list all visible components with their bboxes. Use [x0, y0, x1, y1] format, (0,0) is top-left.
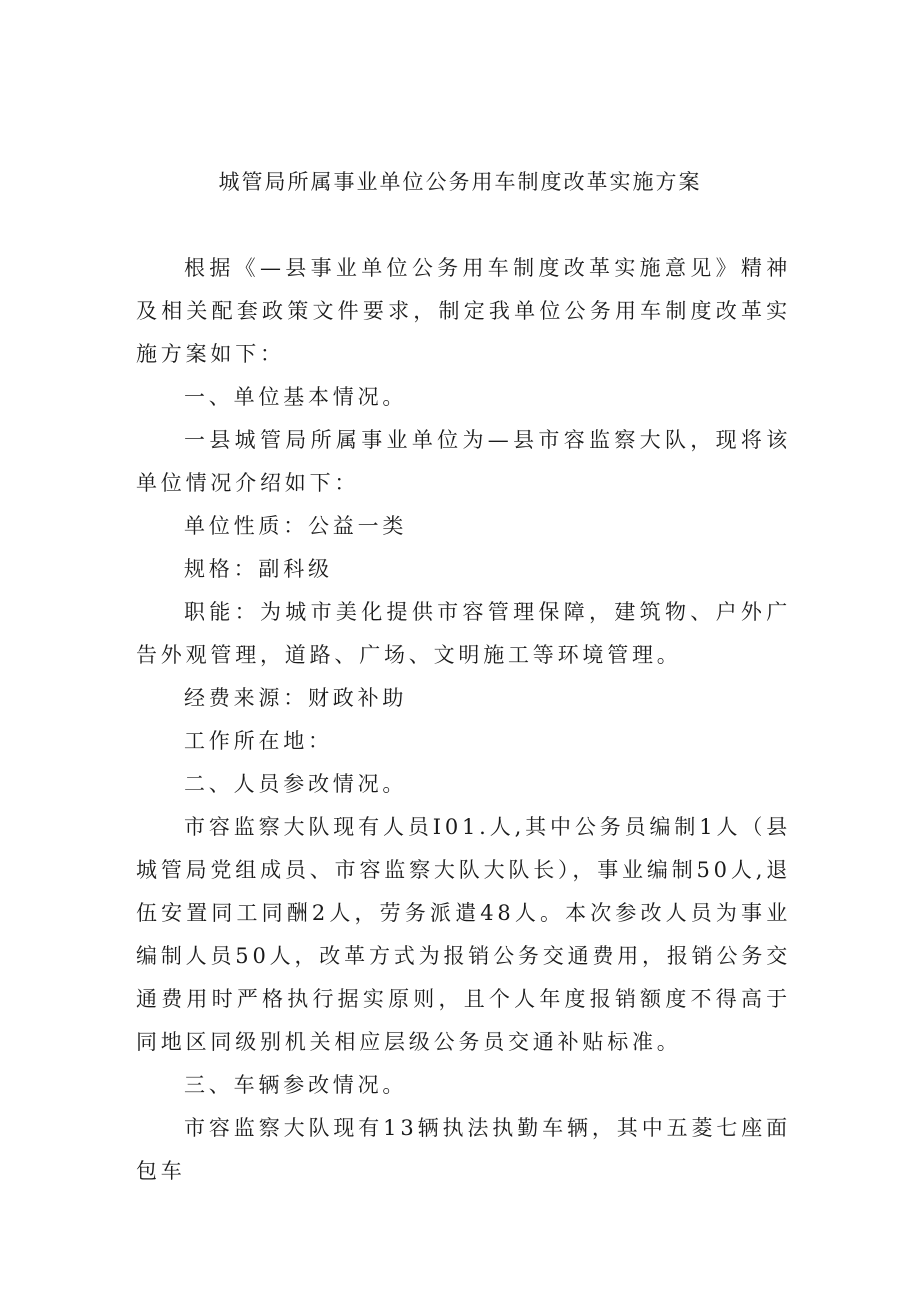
field-work-location: 工作所在地：: [184, 729, 333, 753]
document-body: [136, 247, 791, 1193]
field-unit-nature: 单位性质：公益一类: [184, 514, 408, 538]
paragraph-intro: 根据《—县事业单位公务用车制度改革实施意见》精神及相关配套政策文件要求，制定我单位公务用车制度改革实施方案如下：: [136, 256, 791, 366]
field-duties: 职能：为城市美化提供市容管理保障，建筑物、户外广告外观管理，道路、广场、文明施工等环境管理。: [136, 600, 791, 667]
section-heading-vehicles: 三、车辆参改情况。: [184, 1073, 408, 1097]
field-rank: 规格：副科级: [184, 557, 333, 581]
section-heading-unit-info: 一、单位基本情况。: [184, 385, 408, 409]
paragraph-vehicles: 市容监察大队现有13辆执法执勤车辆，其中五菱七座面包车: [136, 1116, 791, 1183]
document-title: 城管局所属事业单位公务用车制度改革实施方案: [218, 170, 702, 194]
paragraph-personnel: 市容监察大队现有人员I01.人,其中公务员编制1人（县城管局党组成员、市容监察大队大队长），事业编制50人,退伍安置同工同酬2人，劳务派遣48人。本次参改人员为事业编制人员50人，改革方式为报销公务交通费用，报销公务交通费用时严格执行据实原则，且个人年度报销额度不得高于同地区同级别机关相应层级公务员交通补贴标准。: [136, 815, 791, 1054]
paragraph-unit-intro: 一县城管局所属事业单位为—县市容监察大队，现将该单位情况介绍如下：: [136, 428, 791, 495]
field-funding-source: 经费来源：财政补助: [184, 686, 408, 710]
section-heading-personnel: 二、人员参改情况。: [184, 772, 408, 796]
